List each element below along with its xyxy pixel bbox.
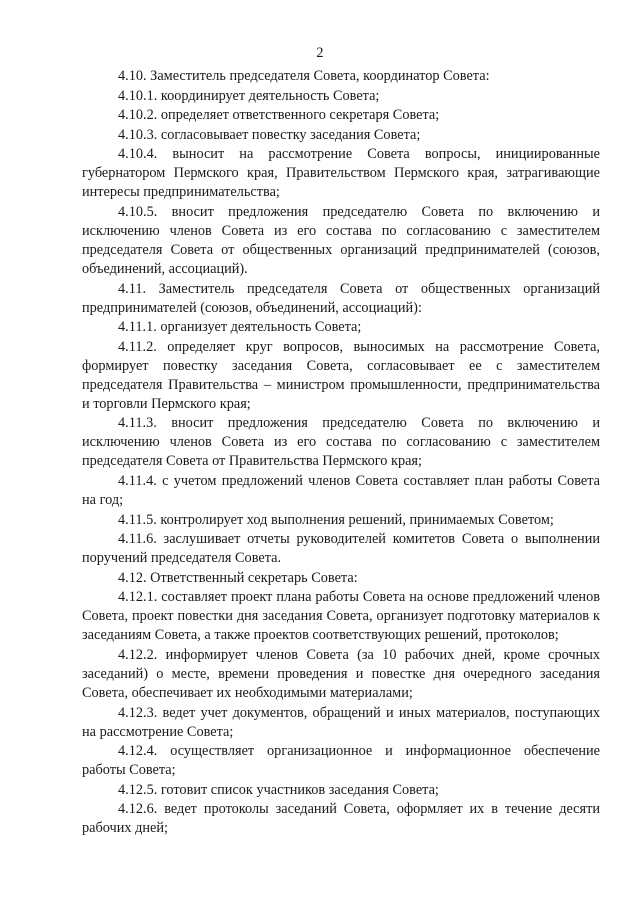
page-number: 2 xyxy=(316,45,324,61)
paragraph-4-12: 4.12. Ответственный секретарь Совета: xyxy=(118,569,358,586)
paragraph-4-12-6: 4.12.6. ведет протоколы заседаний Совета, оформляет их в течение десяти рабочих дней; xyxy=(82,801,600,837)
paragraph-4-12-4: 4.12.4. осуществляет организационное и информационное обеспечение работы Совета; xyxy=(82,743,600,779)
paragraph-4-11-1: 4.11.1. организует деятельность Совета; xyxy=(118,319,362,336)
paragraph-4-11-5: 4.11.5. контролирует ход выполнения решений, принимаемых Советом; xyxy=(118,511,554,528)
paragraph-4-11-2: 4.11.2. определяет круг вопросов, выносимых на рассмотрение Совета, формирует повестку заседания Совета, согласовывает ее с заместителем председателя Правительства – министром промышленности, предпринимательства и торговли Пермского края; xyxy=(82,338,600,412)
paragraph-4-10-3: 4.10.3. согласовывает повестку заседания Совета; xyxy=(118,126,421,143)
paragraph-4-12-3: 4.12.3. ведет учет документов, обращений и иных материалов, поступающих на рассмотрение Совета; xyxy=(82,704,600,740)
paragraph-4-10: 4.10. Заместитель председателя Совета, координатор Совета: xyxy=(118,68,490,84)
document-body xyxy=(82,67,600,839)
paragraph-4-10-4: 4.10.4. выносит на рассмотрение Совета вопросы, инициированные губернатором Пермского края, Правительством Пермского края, затрагивающие интересы предпринимательства; xyxy=(82,146,600,201)
paragraph-4-10-5: 4.10.5. вносит предложения председателю Совета по включению и исключению членов Совета из его состава по согласованию с заместителем председателя Совета от общественных организаций предпринимателей (союзов, объединений, ассоциаций). xyxy=(82,203,600,277)
paragraph-4-10-1: 4.10.1. координирует деятельность Совета; xyxy=(118,87,380,104)
paragraph-4-11-3: 4.11.3. вносит предложения председателю Совета по включению и исключению членов Совета из его состава по согласованию с заместителем председателя Совета от Правительства Пермского края; xyxy=(82,415,600,470)
paragraph-4-12-1: 4.12.1. составляет проект плана работы Совета на основе предложений членов Совета, проект повестки дня заседания Совета, организует подготовку материалов к заседаниям Совета, а также проектов соответствующих решений, протоколов; xyxy=(82,589,600,644)
paragraph-4-11-4: 4.11.4. с учетом предложений членов Совета составляет план работы Совета на год; xyxy=(82,472,600,508)
paragraph-4-11-6: 4.11.6. заслушивает отчеты руководителей комитетов Совета о выполнении поручений председателя Совета. xyxy=(82,531,600,567)
paragraph-4-11: 4.11. Заместитель председателя Совета от общественных организаций предпринимателей (союзов, объединений, ассоциаций): xyxy=(82,280,600,316)
paragraph-4-10-2: 4.10.2. определяет ответственного секретаря Совета; xyxy=(118,107,440,124)
paragraph-4-12-2: 4.12.2. информирует членов Совета (за 10 рабочих дней, кроме срочных заседаний) о месте, времени проведения и повестке дня очередного заседания Совета, обеспечивает их необходимыми материалами; xyxy=(82,646,600,701)
paragraph-4-12-5: 4.12.5. готовит список участников заседания Совета; xyxy=(118,781,439,798)
